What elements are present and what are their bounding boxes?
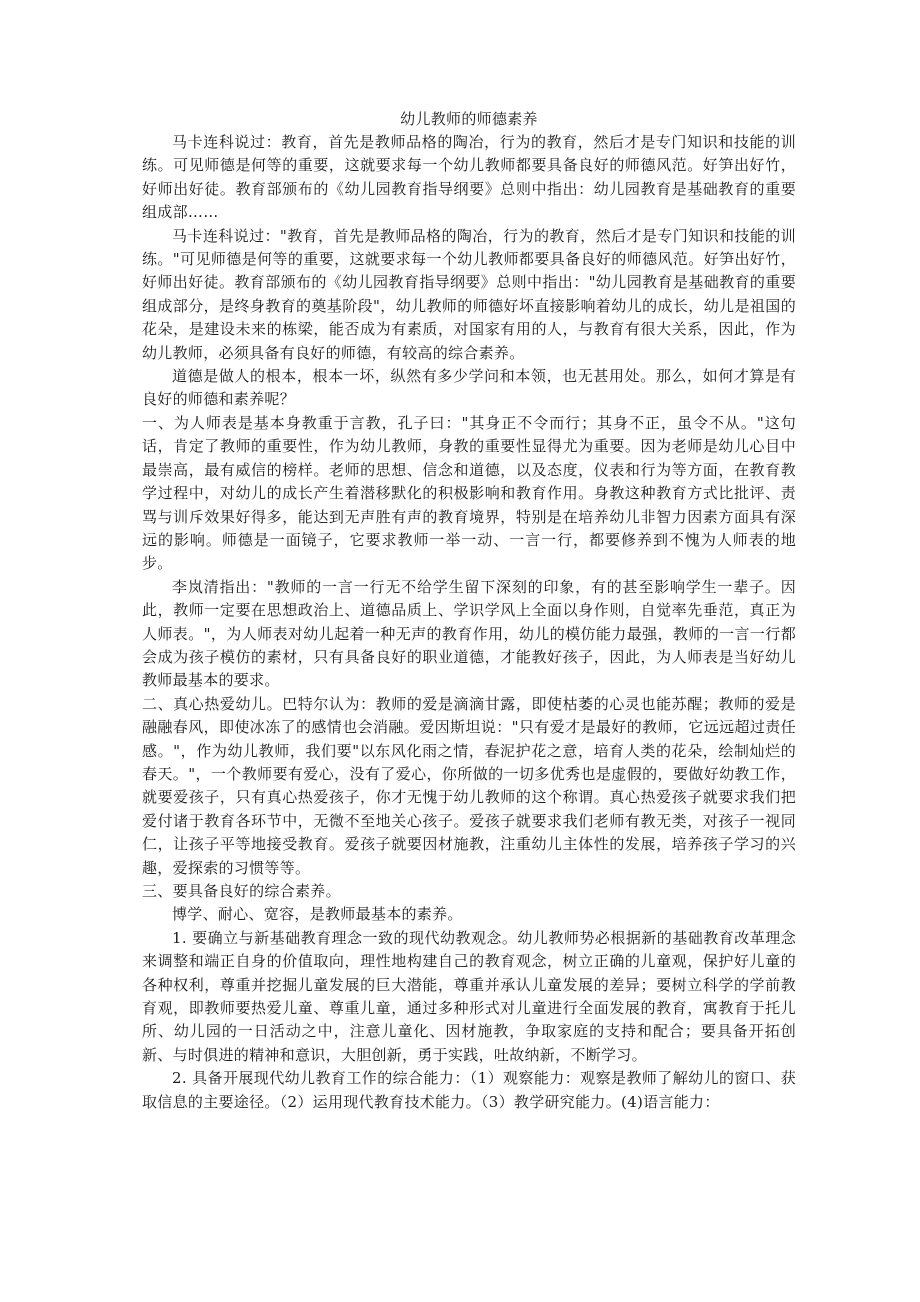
paragraph-basic-qualities: 博学、耐心、宽容，是教师最基本的素养。 <box>172 905 463 924</box>
paragraph-morality: 道德是做人的根本，根本一坏，纵然有多少学问和本领，也无甚用处。那么，如何才算是有良好的师德和素养呢？ <box>142 367 796 409</box>
paragraph-li-lanqing: 李岚清指出："教师的一言一行无不给学生留下深刻的印象，有的甚至影响学生一辈子。因此，教师一定要在思想政治上、道德品质上、学识学风上全面以身作则，自觉率先垂范，真正为人师表。"，为人师表对幼儿起着一种无声的教育作用，幼儿的模仿能力最强，教师的一言一行都会成为孩子模仿的素材，只有具备良好的职业道德，才能教好孩子，因此，为人师表是当好幼儿教师最基本的要求。 <box>142 577 796 690</box>
paragraph-section-two: 二、真心热爱幼儿。巴特尔认为：教师的爱是滴滴甘露，即使枯萎的心灵也能苏醒；教师的爱是融融春风，即使冰冻了的感情也会消融。爱因斯坦说："只有爱才是最好的教师，它远远超过责任感。"，作为幼儿教师，我们要"以东风化雨之情，春泥护花之意，培育人类的花朵，绘制灿烂的春天。"，一个教师要有爱心，没有了爱心，你所做的一切多优秀也是虚假的，要做好幼教工作，就要爱孩子，只有真心热爱孩子，你才无愧于幼儿教师的这个称谓。真心热爱孩子就要求我们把爱付诸于教育各环节中，无微不至地关心孩子。爱孩子就要求我们老师有教无类，对孩子一视同仁，让孩子平等地接受教育。爱孩子就要因材施教，注重幼儿主体性的发展，培养孩子学习的兴趣，爱探索的习惯等等。 <box>142 694 796 877</box>
paragraph-section-three-heading: 三、要具备良好的综合素养。 <box>142 882 341 900</box>
paragraph-item-one: 1. 要确立与新基础教育理念一致的现代幼教观念。幼儿教师势必根据新的基础教育改革理念来调整和端正自身的价值取向，理性地构建自己的教育观念，树立正确的儿童观，保护好儿童的各种权利，尊重并挖掘儿童发展的巨大潜能，尊重并承认儿童发展的差异；要树立科学的学前教育观，即教师要热爱儿童、尊重儿童，通过多种形式对儿童进行全面发展的教育，寓教育于托儿所、幼儿园的一日活动之中，注意儿童化、因材施教，争取家庭的支持和配合；要具备开拓创新、与时俱进的精神和意识，大胆创新，勇于实践，吐故纳新，不断学习。 <box>142 928 796 1064</box>
document-title: 幼儿教师的师德素养 <box>400 110 538 128</box>
paragraph-item-two: 2. 具备开展现代幼儿教育工作的综合能力：（1）观察能力：观察是教师了解幼儿的窗口、获取信息的主要途径。（2）运用现代教育技术能力。（3）教学研究能力。(4)语言能力： <box>142 1069 796 1111</box>
paragraph-intro-summary: 马卡连科说过：教育，首先是教师品格的陶冶，行为的教育，然后才是专门知识和技能的训练。可见师德是何等的重要，这就要求每一个幼儿教师都要具备良好的师德风范。好笋出好竹，好师出好徒。教育部颁布的《幼儿园教育指导纲要》总则中指出：幼儿园教育是基础教育的重要组成部…… <box>142 133 796 222</box>
paragraph-section-one: 一、为人师表是基本身教重于言教，孔子曰："其身正不令而行；其身不正，虽令不从。"这句话，肯定了教师的重要性，作为幼儿教师，身教的重要性显得尤为重要。因为老师是幼儿心目中最崇高，最有威信的榜样。老师的思想、信念和道德，以及态度，仪表和行为等方面，在教育教学过程中，对幼儿的成长产生着潜移默化的积极影响和教育作用。身教这种教育方式比批评、责骂与训斥效果好得多，能达到无声胜有声的教育境界，特别是在培养幼儿非智力因素方面具有深远的影响。师德是一面镜子，它要求教师一举一动、一言一行，都要修养到不愧为人师表的地步。 <box>142 413 796 573</box>
document-page <box>142 108 796 1114</box>
paragraph-intro-full: 马卡连科说过："教育，首先是教师品格的陶冶，行为的教育，然后才是专门知识和技能的训练。"可见师德是何等的重要，这就要求每一个幼儿教师都要具备良好的师德风范。好笋出好竹，好师出好徒。教育部颁布的《幼儿园教育指导纲要》总则中指出："幼儿园教育是基础教育的重要组成部分，是终身教育的奠基阶段"，幼儿教师的师德好坏直接影响着幼儿的成长，幼儿是祖国的花朵，是建设未来的栋梁，能否成为有素质，对国家有用的人，与教育有很大关系，因此，作为幼儿教师，必须具备有良好的师德，有较高的综合素养。 <box>142 226 796 362</box>
